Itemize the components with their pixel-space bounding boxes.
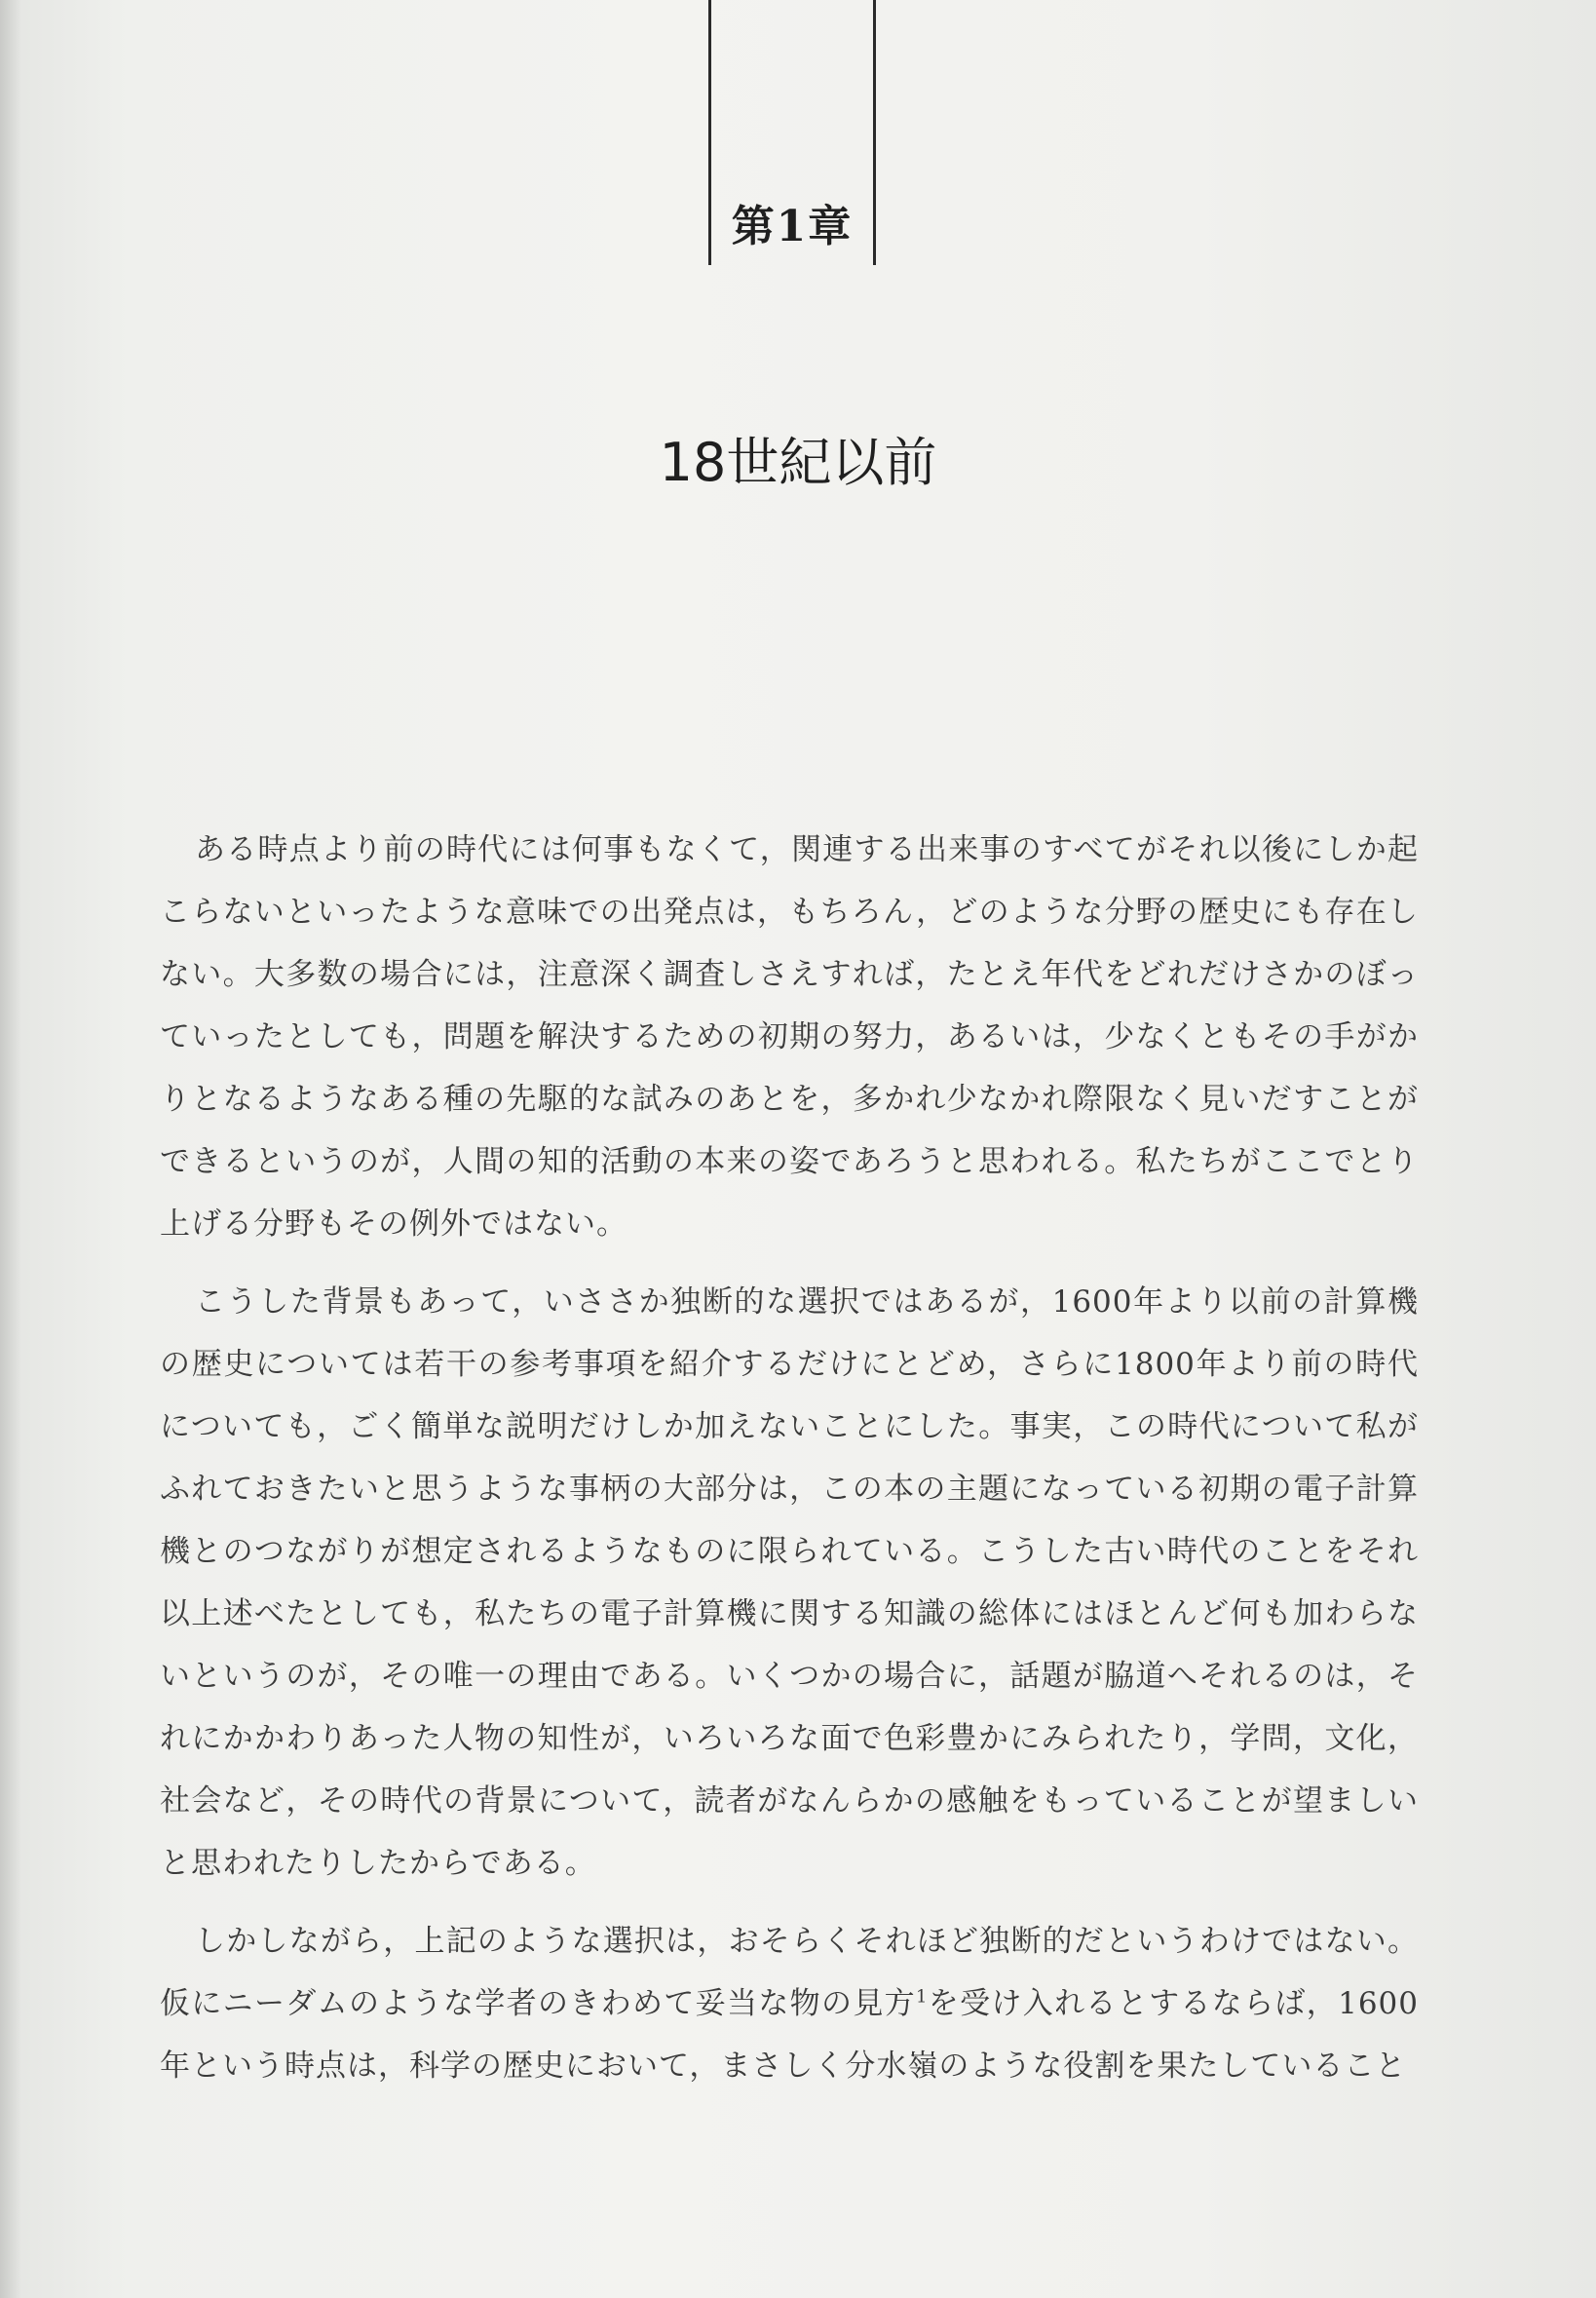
footnote-reference: 1: [915, 1986, 929, 2008]
chapter-title: 18世紀以前: [659, 432, 937, 493]
paragraph-3: [160, 1910, 1419, 2097]
paragraph-2: こうした背景もあって，いささか独断的な選択ではあるが，1600年より以前の計算機の歴史については若干の参考事項を紹介するだけにとどめ，さらに1800年より前の時代についても，ごく簡単な説明だけしか加えないことにした。事実，この時代について私がふれておきたいと思うような事柄の大部分は，この本の主題になっている初期の電子計算機とのつながりが想定されるようなものに限られている。こうした古い時代のことをそれ以上述べたとしても，私たちの電子計算機に関する知識の総体にはほとんど何も加わらないというのが，その唯一の理由である。いくつかの場合に，話題が脇道へそれるのは，それにかかわりあった人物の知性が，いろいろな面で色彩豊かにみられたり，学問，文化，社会など，その時代の背景について，読者がなんらかの感触をもっていることが望ましいと思われたりしたからである。: [160, 1284, 1419, 1881]
paragraph-1: ある時点より前の時代には何事もなくて，関連する出来事のすべてがそれ以後にしか起こらないといったような意味での出発点は，もちろん，どのような分野の歴史にも存在しない。大多数の場合には，注意深く調査しさえすれば，たとえ年代をどれだけさかのぼっていったとしても，問題を解決するための初期の努力，あるいは，少なくともその手がかりとなるようなある種の先駆的な試みのあとを，多かれ少なかれ際限なく見いだすことができるというのが，人間の知的活動の本来の姿であろうと思われる。私たちがここでとり上げる分野もその例外ではない。: [160, 832, 1419, 1242]
body-text: [160, 819, 1419, 2113]
gutter-shadow: [0, 0, 21, 2298]
paragraph-3-text-b: を受け入れるとするならば，1600年という時点は，科学の歴史において，まさしく分水嶺のような役割を果たしていること: [160, 1986, 1419, 2084]
chapter-number: 第1章: [731, 202, 854, 251]
chapter-heading-box: [708, 0, 876, 265]
paragraph-3-text-a: しかしながら，上記のような選択は，おそらくそれほど独断的だというわけではない。仮にニーダムのような学者のきわめて妥当な物の見方: [160, 1924, 1419, 2021]
